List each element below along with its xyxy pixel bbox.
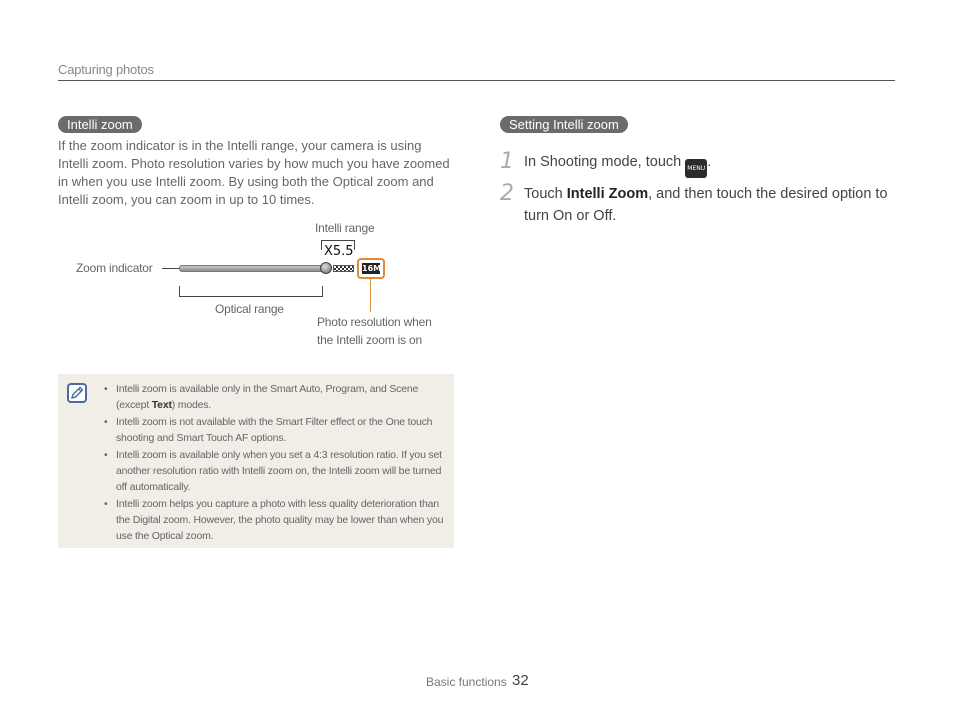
step-text <box>524 151 889 178</box>
zoom-value: X5.5 <box>324 244 354 259</box>
step-text-pre: In Shooting mode, touch <box>524 154 686 170</box>
intelli-zoom-heading: Intelli zoom <box>58 116 142 133</box>
footer-chapter: Basic functions <box>426 675 507 689</box>
photo-resolution-label: Photo resolution when the Intelli zoom is on <box>317 315 432 347</box>
step-text-pre: Touch <box>524 186 567 202</box>
note-item <box>104 381 444 413</box>
note-pencil-icon <box>67 383 87 403</box>
optical-range-bracket-bottom <box>179 296 323 297</box>
zoom-indicator-leader <box>162 268 179 269</box>
header-divider <box>58 80 895 81</box>
note-item: • Intelli zoom helps you capture a photo with less quality deterioration than the Digital zoom. However, the photo quality may be lower than when you use the Optical zoom. <box>104 496 444 544</box>
intelli-range-bracket-right <box>354 240 355 250</box>
optical-range-bracket-left <box>179 286 180 296</box>
zoom-knob <box>320 262 332 274</box>
note-list <box>104 381 444 545</box>
menu-icon: MENU <box>685 159 707 178</box>
note-text: ) modes. <box>171 399 212 411</box>
step-text-post: . <box>707 154 712 170</box>
setting-intelli-zoom-heading: Setting Intelli zoom <box>500 116 628 133</box>
note-item: • Intelli zoom is not available with the Smart Filter effect or the One touch shooting and Smart Touch AF options. <box>104 414 444 446</box>
note-item: • Intelli zoom is available only when you set a 4:3 resolution ratio. If you set another resolution ratio with Intelli zoom on, the Intelli zoom will be turned off automatically. <box>104 447 444 495</box>
step-text <box>524 183 889 227</box>
step-number: 2 <box>500 181 514 206</box>
resolution-leader <box>370 279 371 312</box>
intelli-zoom-segment <box>333 265 354 272</box>
optical-range-bracket-right <box>322 286 323 296</box>
step-bold-text: Intelli Zoom <box>566 186 649 202</box>
step-number: 1 <box>500 149 514 174</box>
page-number: 32 <box>512 672 529 689</box>
intelli-zoom-intro: If the zoom indicator is in the Intelli range, your camera is using Intelli zoom. Photo resolution varies by how much you have zoomed in when you use Intelli zoom. By using both the Optical zoom and Intelli zoom, you can zoom in up to 10 times. <box>58 138 450 207</box>
section-header: Capturing photos <box>58 62 154 77</box>
note-pencil-glyph <box>69 385 85 401</box>
intelli-range-bracket-left <box>321 240 322 250</box>
zoom-bar <box>179 265 327 272</box>
intelli-range-label: Intelli range <box>315 221 375 235</box>
note-bold-text: Text <box>151 399 172 411</box>
step-text-post: , and then touch the desired option to turn On or Off. <box>524 186 888 224</box>
resolution-16m-icon: 16M <box>362 264 382 273</box>
note-text: Intelli zoom is available only in the Smart Auto, Program, and Scene (except <box>116 383 419 411</box>
note-box <box>58 374 454 548</box>
zoom-indicator-label: Zoom indicator <box>76 261 153 275</box>
intelli-range-bracket-top <box>321 240 355 241</box>
resolution-icon-frame <box>357 258 385 279</box>
optical-range-label: Optical range <box>215 302 284 316</box>
